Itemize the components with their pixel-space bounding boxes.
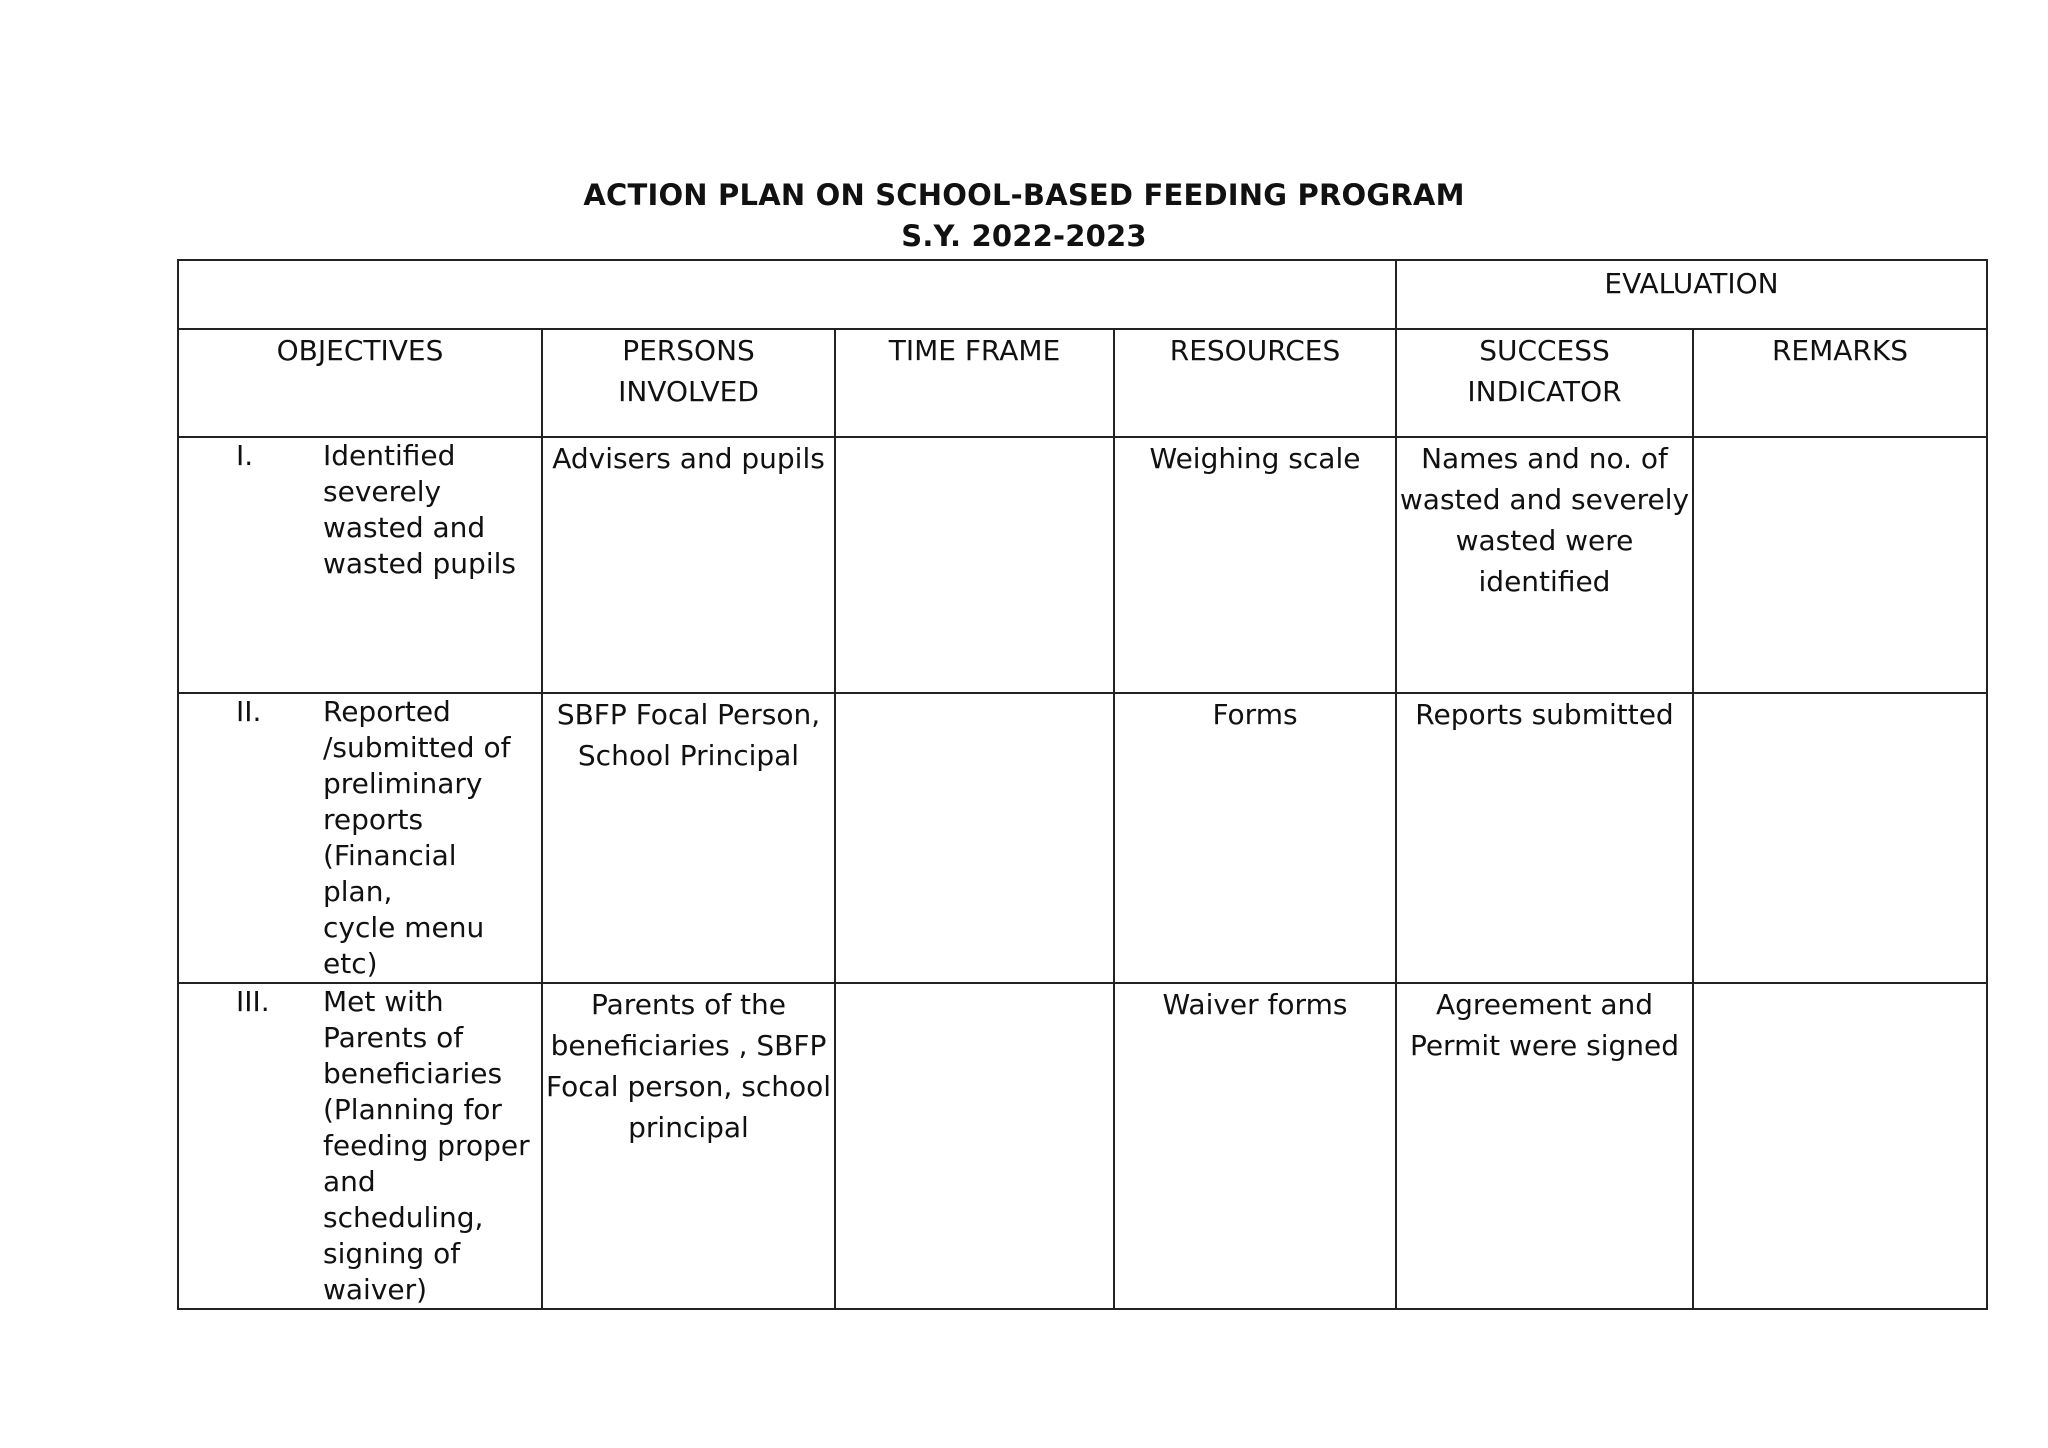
blank-header-cell [178,260,1396,329]
indicator-line: wasted were [1455,524,1634,557]
persons-line: beneficiaries , SBFP [550,1029,827,1062]
persons-header-line-2: INVOLVED [618,375,759,408]
persons-line: School Principal [577,739,800,772]
objective-line: (Planning for [323,1093,502,1126]
persons-involved-cell [542,437,835,693]
evaluation-header: EVALUATION [1396,260,1987,329]
indicator-line: Reports submitted [1415,698,1674,731]
persons-line: Parents of the [591,988,786,1021]
time-frame-cell [835,437,1114,693]
objective-line: Parents of [323,1021,464,1054]
persons-line: Focal person, school [545,1070,832,1103]
resources-cell [1114,437,1396,693]
objective-line: severely [323,475,442,508]
column-header-time-frame [835,329,1114,437]
objective-line: preliminary [323,767,483,800]
indicator-line: identified [1478,565,1611,598]
resources-text: Forms [1212,698,1298,731]
time-frame-header-label: TIME FRAME [888,334,1061,367]
objective-line: Reported [323,695,451,728]
persons-involved-cell [542,983,835,1309]
indicator-line: wasted and severely [1399,483,1690,516]
indicator-line: Agreement and [1435,988,1654,1021]
objectives-header-label: OBJECTIVES [276,334,444,367]
persons-line: principal [628,1111,749,1144]
table-row [178,983,1987,1309]
resources-header-label: RESOURCES [1169,334,1341,367]
objective-numeral: II. [236,695,262,728]
column-header-persons-involved [542,329,835,437]
resources-cell [1114,693,1396,983]
objective-cell [178,437,542,693]
persons-line: SBFP Focal Person, [556,698,821,731]
persons-header-line-1: PERSONS [622,334,755,367]
success-indicator-cell [1396,983,1693,1309]
resources-text: Waiver forms [1162,988,1348,1021]
success-indicator-cell [1396,693,1693,983]
objective-line: Met with [323,985,444,1018]
document-title: ACTION PLAN ON SCHOOL-BASED FEEDING PROGRAM [583,178,1465,212]
objective-line: wasted pupils [323,547,516,580]
objective-line: Identified [323,439,456,472]
indicator-line: Names and no. of [1421,442,1668,475]
objective-numeral: III. [236,985,270,1018]
indicator-line: Permit were signed [1409,1029,1680,1062]
resources-text: Weighing scale [1149,442,1361,475]
objective-line: waiver) [323,1273,428,1306]
objective-line: /submitted of [323,731,511,764]
column-header-resources [1114,329,1396,437]
table-row [178,437,1987,693]
remarks-cell [1693,983,1987,1309]
persons-line: Advisers and pupils [552,442,825,475]
column-header-objectives [178,329,542,437]
success-indicator-cell [1396,437,1693,693]
objective-line: reports [323,803,424,836]
objective-line: and scheduling, [323,1165,484,1234]
success-header-line-1: SUCCESS [1479,334,1610,367]
objective-cell [178,693,542,983]
persons-involved-cell [542,693,835,983]
table-column-header-row [178,329,1987,437]
document-subtitle: S.Y. 2022-2023 [901,219,1147,253]
objective-line: cycle menu [323,911,485,944]
objective-cell [178,983,542,1309]
objective-line: (Financial plan, [323,839,457,908]
objective-line: etc) [323,947,378,980]
remarks-cell [1693,693,1987,983]
table-group-header-row [178,260,1987,329]
action-plan-table [177,259,1988,1310]
resources-cell [1114,983,1396,1309]
remarks-cell [1693,437,1987,693]
objective-line: beneficiaries [323,1057,503,1090]
time-frame-cell [835,983,1114,1309]
objective-numeral: I. [236,439,254,472]
objective-line: wasted and [323,511,486,544]
time-frame-cell [835,693,1114,983]
success-header-line-2: INDICATOR [1467,375,1622,408]
column-header-remarks [1693,329,1987,437]
table-row [178,693,1987,983]
column-header-success-indicator [1396,329,1693,437]
objective-line: signing of [323,1237,461,1270]
objective-line: feeding proper [323,1129,530,1162]
remarks-header-label: REMARKS [1771,334,1909,367]
